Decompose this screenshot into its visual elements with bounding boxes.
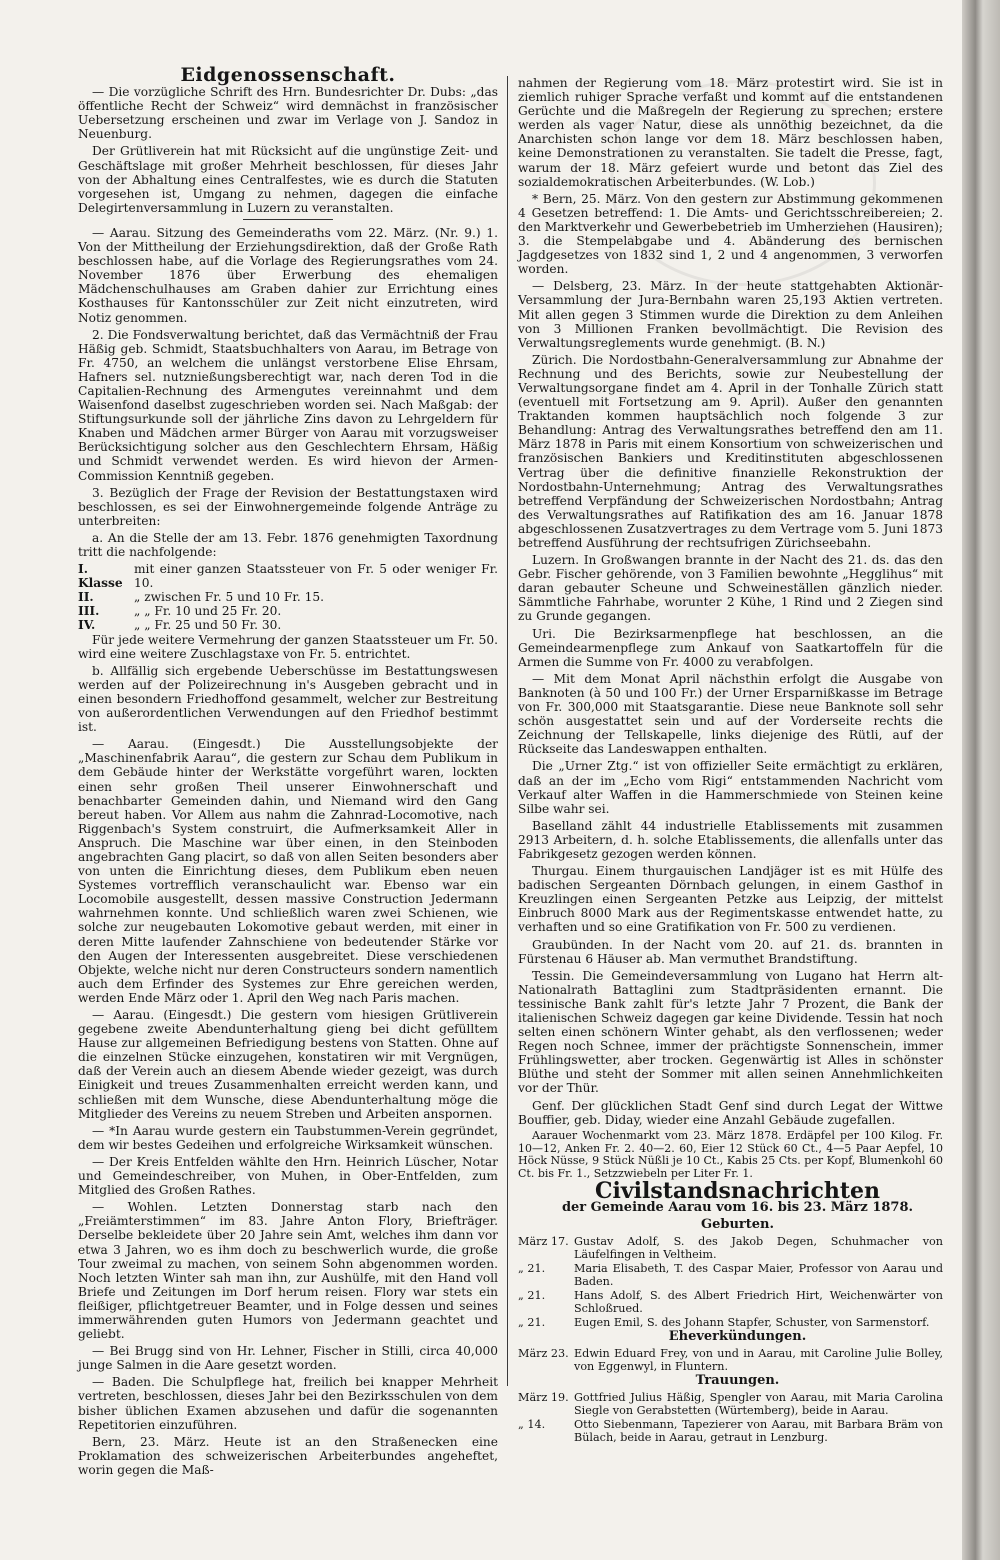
section-heading: Eidgenossenschaft. [180,64,396,86]
entry-text: Eugen Emil, S. des Johann Stapfer, Schuster, von Sarmenstorf. [574,1316,930,1330]
article-paragraph: Tessin. Die Gemeindeversammlung von Lugano hat Herrn alt-Nationalrath Battaglini zum Stadtpräsidenten ernannt. Die tessinische Bank zahlt für's letzte Jahr 7 Prozent, die Bank der italienischen Schweiz dagegen gar keine Dividende. Tessin hat noch selten einen schönern Winter gehabt, als den verflossenen; weder Regen noch Schnee, immer der prächtigste Sonnenschein, immer Frühlingswetter, aber trocken. Gegenwärtig ist Alles in schönster Blüthe und steht der Sommer mit allen seinen Annehmlichkeiten vor der Thür. [518,968,943,1096]
tariff-text: mit einer ganzen Staatssteuer von Fr. 5 oder weniger Fr. 10. [134,562,498,591]
market-report: Aarauer Wochenmarkt vom 23. März 1878. Erdäpfel per 100 Kilog. Fr. 10—12, Anken Fr. 2. 40—2. 60, Eier 12 Stück 60 Ct., 4—5 Paar Aepfel, 10 Höck Nüsse, 9 Stück Nüßli je 10 Ct., Kabis 25 Cts. per Kopf, Blumenkohl 60 Ct. bis Fr. 1., Setzzwiebeln per Liter Fr. 1. [518,1128,943,1181]
civil-register-subtitle: der Gemeinde Aarau vom 16. bis 23. März 1878. [561,1200,914,1216]
article-paragraph: Graubünden. In der Nacht vom 20. auf 21. ds. brannten in Fürstenau 6 Häuser ab. Man vermuthet Brandstiftung. [518,937,943,966]
register-entry [518,1347,943,1373]
tariff-row [78,618,498,632]
entry-date: März 23. [518,1347,569,1361]
article-paragraph: * Bern, 25. März. Von den gestern zur Abstimmung gekommenen 4 Gesetzen betreffend: 1. Die Amts- und Gerichtsschreibereien; 2. den Marktverkehr und Gewerbebetrieb im Umherziehen (Hausiren); 3. die Stempelabgabe und 4. Abänderung des bernischen Jagdgesetzes von 1832 sind 1, 2 und 4 angenommen, 3 verworfen worden. [518,191,943,277]
tariff-class: I. Klasse [78,562,123,591]
tariff-text: „ „ Fr. 25 und 50 Fr. 30. [134,618,282,633]
civil-register-title: Civilstandsnachrichten [594,1177,881,1204]
entry-text: Gottfried Julius Häßig, Spengler von Aarau, mit Maria Carolina Siegle von Gerabstetten (Würtemberg), beide in Aarau. [574,1391,943,1418]
entry-date: „ 21. [518,1289,546,1303]
article-paragraph: — Der Kreis Entfelden wählte den Hrn. Heinrich Lüscher, Notar und Gemeindeschreiber, von Muhen, in Ober-Entfelden, zum Mitglied des Großen Rathes. [78,1154,498,1198]
article-paragraph: — Delsberg, 23. März. In der heute stattgehabten Aktionär-Versammlung der Jura-Bernbahn waren 25,193 Aktien vertreten. Mit allen gegen 3 Stimmen wurde die Direktion zu dem Anleihen von 3 Millionen Franken bevollmächtigt. Die Revision des Verwaltungsreglements wurde genehmigt. (B. N.) [518,279,943,350]
register-entry [518,1289,943,1315]
article-paragraph: Uri. Die Bezirksarmenpflege hat beschlossen, an die Gemeindearmenpflege zum Ankauf von Saatkartoffeln für die Armen die Summe von Fr. 4000 zu verabfolgen. [518,626,943,669]
entry-date: „ 21. [518,1316,546,1330]
article-paragraph: b. Allfällig sich ergebende Ueberschüsse im Bestattungswesen werden auf der Polizeirechnung in's Ausgeben gebracht und in einen besondern Friedhoffond gesammelt, welcher zur Bestreitung von außerordentlichen Verwendungen auf den Friedhof bestimmt ist. [78,663,498,735]
entry-date: „ 14. [518,1418,546,1432]
article-paragraph: — Aarau. Sitzung des Gemeinderaths vom 22. März. (Nr. 9.) 1. Von der Mittheilung der Erziehungsdirektion, daß der Große Rath beschlossen habe, auf die Vorlage des Regierungsrathes vom 24. November 1876 über Erwerbung des ehemaligen Mädchenschulhauses am Graben dahier zur Errichtung eines Kosthauses für Kantonsschüler zur Zeit nicht einzutreten, wird Notiz genommen. [78,225,498,325]
column-divider [507,76,508,1386]
tariff-row [78,562,498,590]
article-paragraph: — Bei Brugg sind von Hr. Lehner, Fischer in Stilli, circa 40,000 junge Salmen in die Aare gesetzt worden. [78,1344,498,1373]
tariff-text: „ „ Fr. 10 und 25 Fr. 20. [134,604,282,619]
article-paragraph: Der Grütliverein hat mit Rücksicht auf die ungünstige Zeit- und Geschäftslage mit großer Mehrheit beschlossen, für dieses Jahr von der Abhaltung eines Centralfestes, wie es durch die Statuten vorgesehen ist, Umgang zu nehmen, dagegen die einfache Delegirtenversammlung in Luzern zu veranstalten. [78,144,498,215]
tariff-class: III. [78,604,100,619]
left-column [78,64,498,1480]
banns-heading: Eheverkündungen. [668,1329,807,1345]
article-paragraph: Für jede weitere Vermehrung der ganzen Staatssteuer um Fr. 50. wird eine weitere Zuschlagstaxe von Fr. 5. entrichtet. [78,632,498,661]
entry-text: Otto Siebenmann, Tapezierer von Aarau, mit Barbara Bräm von Bülach, beide in Aarau, getraut in Lenzburg. [574,1418,943,1445]
entry-text: Maria Elisabeth, T. des Caspar Maier, Professor von Aarau und Baden. [574,1262,943,1289]
article-paragraph: — Mit dem Monat April nächsthin erfolgt die Ausgabe von Banknoten (à 50 und 100 Fr.) der Urner Ersparnißkasse im Betrage von Fr. 300,000 mit Staatsgarantie. Diese neue Banknote soll sehr schön ausgestattet sein und auf der Vorderseite rechts die Zeichnung der Tellskapelle, links diejenige des Rütli, auf der Rückseite das Landeswappen enthalten. [518,671,943,757]
tariff-text: „ zwischen Fr. 5 und 10 Fr. 15. [134,590,324,605]
article-paragraph: — Aarau. (Eingesdt.) Die Ausstellungsobjekte der „Maschinenfabrik Aarau“, die gestern zur Schau dem Publikum in dem Gebäude hinter der Werkstätte vorgeführt waren, lockten einen sehr großen Theil unserer Einwohnerschaft und benachbarter Gemeinden dahin, und Niemand wird den Gang bereut haben. Vor Allem aus nahm die Zahnrad-Locomotive, nach Riggenbach's System construirt, die Aufmerksamkeit Aller in Anspruch. Die Maschine war über einen, in den Steinboden angebrachten Gang placirt, so daß von allen Seiten besonders aber von unten die Einrichtung dieses, dem Publikum eben neuen Systemes vortrefflich veranschaulicht war. Ebenso war ein Locomobile ausgestellt, dessen massive Construction Jedermann wahrnehmen konnte. Und schließlich waren zwei Schienen, wie solche zur neugebauten Lokomotive gebaut werden, mit einer in deren Mitte laufender Zahnschiene von bedeutender Stärke vor den Augen der Interessenten ausgebreitet. Diese verschiedenen Objekte, welche nicht nur deren Constructeurs sondern namentlich auch dem Erfinder des Systemes zur Ehre gereichen werden, werden Ende März oder 1. April den Weg nach Paris machen. [78,737,498,1005]
article-paragraph: Baselland zählt 44 industrielle Etablissements mit zusammen 2913 Arbeitern, d. h. solche Etablissements, die allenfalls unter das Fabrikgesetz gezogen werden können. [518,818,943,861]
article-paragraph: Luzern. In Großwangen brannte in der Nacht des 21. ds. das den Gebr. Fischer gehörende, von 3 Familien bewohnte „Hegglihus“ mit daran gebauter Scheune und Schweineställen gänzlich nieder. Sämmtliche Fahrhabe, worunter 2 Kühe, 1 Rind und 2 Ziegen sind zu Grunde gegangen. [518,553,943,624]
register-entry [518,1316,943,1329]
tariff-row [78,604,498,618]
entry-date: März 19. [518,1391,569,1405]
tariff-class: IV. [78,618,96,633]
page-gutter [962,0,1000,1560]
register-entry [518,1262,943,1288]
tariff-row [78,590,498,604]
article-paragraph: Genf. Der glücklichen Stadt Genf sind durch Legat der Wittwe Bouffier, geb. Diday, wieder eine Anzahl Gebäude zugefallen. [518,1098,943,1127]
article-paragraph: — *In Aarau wurde gestern ein Taubstummen-Verein gegründet, dem wir bestes Gedeihen und erfolgreiche Wirksamkeit wünschen. [78,1123,498,1152]
tariff-class: II. [78,590,94,605]
entry-date: „ 21. [518,1262,546,1276]
entry-date: März 17. [518,1235,569,1249]
article-paragraph: Zürich. Die Nordostbahn-Generalversammlung zur Abnahme der Rechnung und des Berichts, sowie zur Neubestellung der Verwaltungsorgane findet am 4. April in der Tonhalle Zürich statt (eventuell mit Fortsetzung am 9. April). Außer den genannten Traktanden kommen hauptsächlich noch folgende 3 zur Behandlung: Antrag des Verwaltungsrathes betreffend den am 11. März 1878 in Paris mit einem Konsortium von schweizerischen und französischen Bankiers und Kreditinstituten abgeschlossenen Vertrag über die definitive finanzielle Rekonstruktion der Nordostbahn-Unternehmung; Antrag des Verwaltungsrathes betreffend Verpfändung der Schweizerischen Nordostbahn; Antrag des Verwaltungsrathes auf Ratifikation des am 16. Januar 1878 abgeschlossenen Zusatzvertrages zu dem Vertrage vom 5. Juni 1873 betreffend Ausführung der rechtsufrigen Zürichseebahn. [518,352,943,550]
article-paragraph: a. An die Stelle der am 13. Febr. 1876 genehmigten Taxordnung tritt die nachfolgende: [78,530,498,559]
right-column [518,76,943,1445]
entry-text: Edwin Eduard Frey, von und in Aarau, mit Caroline Julie Bolley, von Eggenwyl, in Fluntern. [574,1347,943,1374]
entry-text: Gustav Adolf, S. des Jakob Degen, Schuhmacher von Läufelfingen in Veltheim. [574,1235,943,1262]
entry-text: Hans Adolf, S. des Albert Friedrich Hirt, Weichenwärter von Schloßrued. [574,1289,943,1316]
births-heading: Geburten. [700,1217,775,1233]
tariff-table [78,562,498,632]
article-paragraph: — Wohlen. Letzten Donnerstag starb nach den „Freiämterstimmen“ im 83. Jahre Anton Flory, Briefträger. Derselbe bekleidete über 20 Jahre sein Amt, welches ihm dann vor etwa 3 Jahren, wo es ihm doch zu beschwerlich wurde, die große Tour zweimal zu machen, von seinem Sohn abgenommen worden. Noch letzten Winter sah man ihn, zur Aushülfe, mit den Hand voll Briefe und Zeitungen im Dorf herum reisen. Flory war stets ein fleißiger, pflichtgetreuer Beamter, und in Folge dessen und seines immerwährenden guten Humors von Jedermann geachtet und geliebt. [78,1200,498,1342]
register-entry [518,1418,943,1444]
article-paragraph: — Aarau. (Eingesdt.) Die gestern vom hiesigen Grütliverein gegebene zweite Abendunterhaltung gieng bei dicht gefülltem Hause zur allgemeinen Befriedigung bestens von Statten. Ohne auf die einzelnen Stücke einzugehen, konstatiren wir mit Vergnügen, daß der Verein auch an diesem Abende wieder gezeigt, was durch Einigkeit und treues Zusammenhalten erreicht werden kann, und schließen mit dem Wunsche, diese Abendunterhaltung möge die Mitglieder des Vereins zu neuem Streben und Arbeiten anspornen. [78,1008,498,1121]
article-paragraph: 2. Die Fondsverwaltung berichtet, daß das Vermächtniß der Frau Häßig geb. Schmidt, Staatsbuchhalters von Aarau, im Betrage von Fr. 4750, an welchem die unlängst verstorbene Elise Ehrsam, Hafners sel. nutznießungsberechtigt war, nach deren Tod in die Capitalien-Rechnung des Armengutes vereinnahmt und dem Waisenfond daselbst zugeschrieben worden sei. Nach Maßgab: der Stiftungsurkunde soll der jährliche Zins davon zu Lehrgeldern für Knaben und Mädchen armer Bürger von Aarau mit vorzugsweiser Berücksichtigung solcher aus den Geschlechtern Ehrsam, Häßig und Schmidt verwendet werden. Es wird hievon der Armen-Commission Kenntniß gegeben. [78,327,498,483]
article-paragraph: 3. Bezüglich der Frage der Revision der Bestattungstaxen wird beschlossen, es sei der Einwohnergemeinde folgende Anträge zu unterbreiten: [78,485,498,528]
register-entry [518,1391,943,1417]
marriages-heading: Trauungen. [695,1373,780,1389]
register-entry [518,1235,943,1261]
article-paragraph: Bern, 23. März. Heute ist an den Straßenecken eine Proklamation des schweizerischen Arbeiterbundes angeheftet, worin gegen die Maß- [78,1434,498,1477]
article-paragraph: — Die vorzügliche Schrift des Hrn. Bundesrichter Dr. Dubs: „das öffentliche Recht der Schweiz“ wird demnächst in französischer Uebersetzung erscheinen und zwar im Verlage von J. Sandoz in Neuenburg. [78,85,498,142]
article-paragraph: nahmen der Regierung vom 18. März protestirt wird. Sie ist in ziemlich ruhiger Sprache verfaßt und kommt auf die entstandenen Gerüchte und die Maßregeln der Regierung zu sprechen; erstere werden als vager Natur, diese als unnöthig bezeichnet, da die Anarchisten schon lange vor dem 18. März beschlossen haben, keine Demonstrationen zu veranstalten. Sie tadelt die Presse, fagt, warum der 18. März gefeiert wurde und betont das Ziel des sozialdemokratischen Arbeiterbundes. (W. Lob.) [518,76,943,189]
article-paragraph: Thurgau. Einem thurgauischen Landjäger ist es mit Hülfe des badischen Sergeanten Dörnbach gelungen, in einem Gasthof in Kreuzlingen einen Sergeanten Petzke aus Leipzig, der mittelst Einbruch 8000 Mark aus der Regimentskasse entwendet hatte, zu verhaften und so eine Gratifikation von Fr. 500 zu verdienen. [518,864,943,935]
article-paragraph: Die „Urner Ztg.“ ist von offizieller Seite ermächtigt zu erklären, daß an der im „Echo vom Rigi“ entstammenden Nachricht vom Verkauf alter Waffen in die Hammerschmiede von Steinen keine Silbe wahr sei. [518,759,943,816]
separator-rule [243,219,333,220]
article-paragraph: — Baden. Die Schulpflege hat, freilich bei knapper Mehrheit vertreten, beschlossen, dieses Jahr bei den Bezirksschulen von dem bisher üblichen Examen abzusehen und dafür die sogenannten Repetitorien einzuführen. [78,1375,498,1432]
